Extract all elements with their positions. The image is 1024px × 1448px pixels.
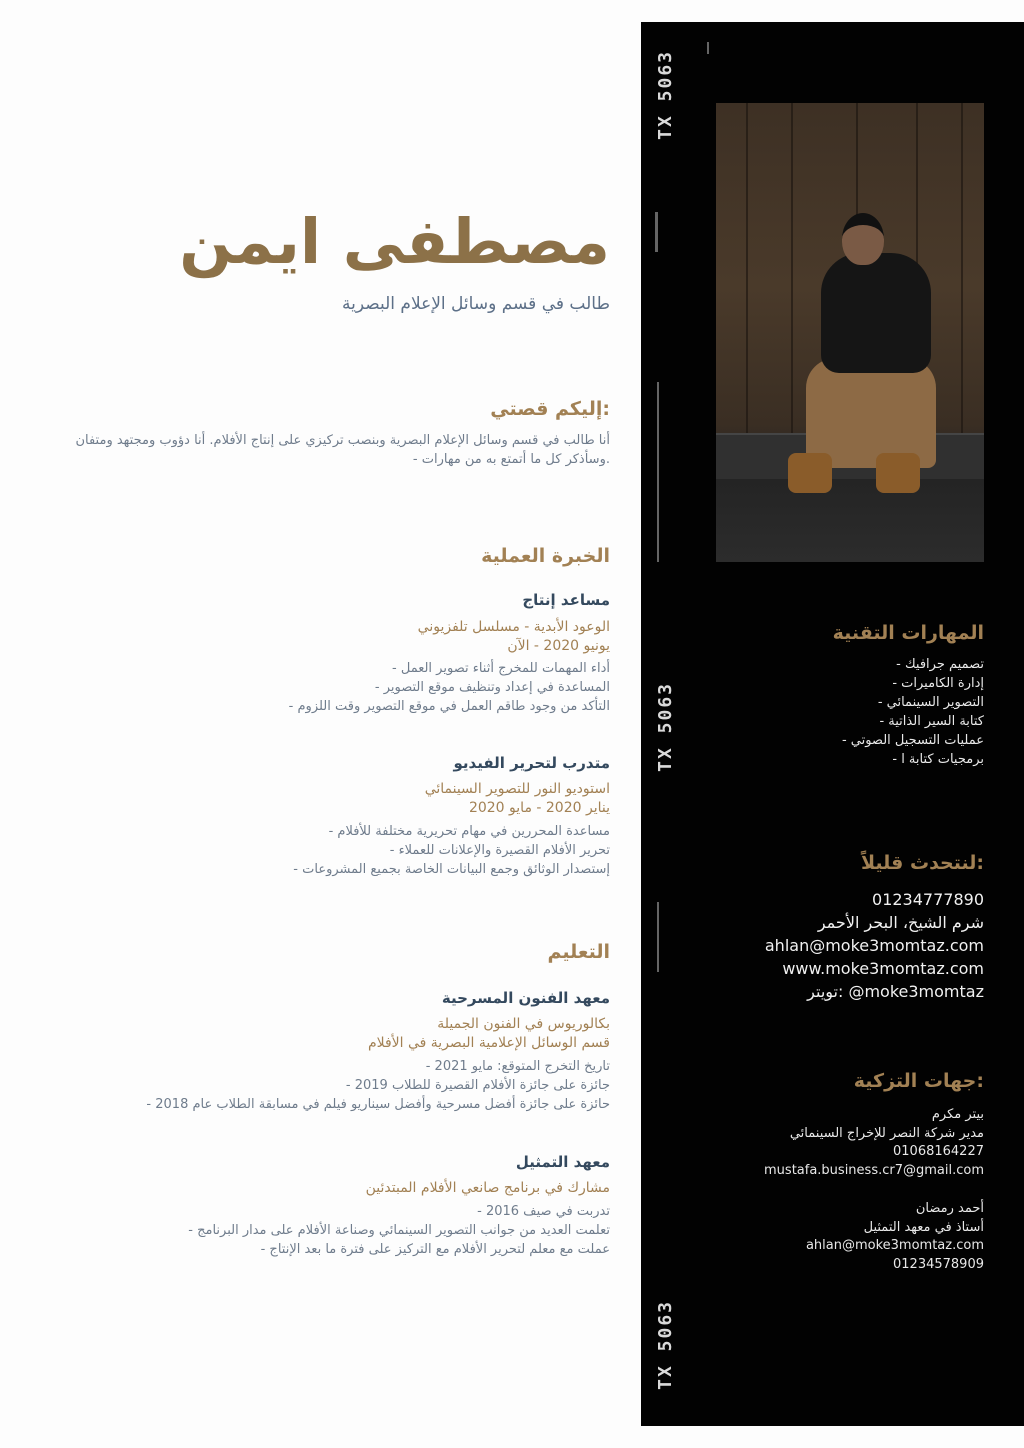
skill-item: - برمجيات كتابة ا: [892, 752, 984, 767]
film-code-label: TX 5063: [655, 682, 676, 772]
list-item: - عملت مع معلم لتحرير الأفلام مع التركيز على فترة ما بعد الإنتاج: [260, 1242, 610, 1257]
job-role: متدرب لتحرير الفيديو: [453, 754, 610, 772]
skill-item: - كتابة السير الذاتية: [879, 714, 984, 729]
skills-title: المهارات التقنية: [832, 622, 984, 644]
list-item: - تدربت في صيف 2016: [477, 1204, 610, 1219]
film-scratch: [655, 212, 658, 252]
reference-2: [806, 1200, 984, 1274]
sidebar-film-strip: [641, 22, 1024, 1426]
degree-line: مشارك في برنامج صانعي الأفلام المبتدئين: [365, 1180, 610, 1196]
skills-list: [842, 655, 984, 769]
about-line: - وسأذكر كل ما أتمتع به من مهارات.: [412, 452, 610, 467]
school-bullets: [146, 1057, 610, 1114]
list-item: - تعلمت العديد من جوانب التصوير السينمائي وصناعة الأفلام على مدار البرنامج: [188, 1223, 610, 1238]
about-line: أنا طالب في قسم وسائل الإعلام البصرية وبنصب تركيزي على إنتاج الأفلام. أنا دؤوب ومجتهد ومتفان: [75, 433, 610, 448]
school-bullets: [188, 1202, 610, 1259]
contact-block: [765, 888, 984, 1003]
reference-name: بيتر مكرم: [931, 1107, 984, 1122]
job-meta: [425, 780, 610, 818]
job-dates: يونيو 2020 - الآن: [507, 638, 610, 654]
references-title: جهات التزكية:: [853, 1070, 984, 1092]
school-degree: [368, 1015, 610, 1053]
skill-item: - التصوير السينمائي: [877, 695, 984, 710]
list-item: - التأكد من وجود طاقم العمل في موقع التصوير وقت اللزوم: [288, 699, 610, 714]
experience-title: الخبرة العملية: [481, 545, 610, 567]
job-role: مساعد إنتاج: [522, 591, 610, 609]
list-item: - مساعدة المحررين في مهام تحريرية مختلفة للأفلام: [328, 824, 610, 839]
reference-1: [764, 1106, 984, 1180]
film-scratch: [657, 902, 659, 972]
job-bullets: [289, 659, 610, 716]
reference-phone[interactable]: 01234578909: [893, 1256, 984, 1272]
reference-phone[interactable]: 01068164227: [893, 1144, 984, 1159]
degree-line: بكالوريوس في الفنون الجميلة: [437, 1016, 610, 1032]
contact-phone[interactable]: 01234777890: [872, 890, 984, 909]
skill-item: - عمليات التسجيل الصوتي: [841, 733, 984, 748]
list-item: - تحرير الأفلام القصيرة والإعلانات للعملاء: [389, 843, 610, 858]
about-text: [50, 431, 610, 469]
list-item: - إستصدار الوثائق وجمع البيانات الخاصة بجميع المشروعات: [293, 862, 610, 877]
contact-website[interactable]: www.moke3momtaz.com: [782, 959, 984, 978]
school-degree: [366, 1179, 610, 1198]
profile-photo: [716, 103, 984, 562]
job-place: استوديو النور للتصوير السينمائي: [424, 781, 610, 797]
film-scratch: [657, 382, 659, 562]
skill-item: - تصميم جرافيك: [896, 657, 984, 672]
skill-item: - إدارة الكاميرات: [892, 676, 984, 691]
school-name: معهد الفنون المسرحية: [441, 989, 610, 1007]
film-scratch: [707, 42, 709, 54]
reference-email[interactable]: ahlan@moke3momtaz.com: [805, 1238, 984, 1253]
list-item: - المساعدة في إعداد وتنظيف موقع التصوير: [374, 680, 610, 695]
list-item: - تاريخ التخرج المتوقع: مايو 2021: [425, 1059, 610, 1074]
contact-email[interactable]: ahlan@moke3momtaz.com: [764, 936, 984, 955]
reference-name: أحمد رمضان: [915, 1201, 984, 1216]
degree-line: قسم الوسائل الإعلامية البصرية في الأفلام: [367, 1035, 610, 1051]
contact-twitter[interactable]: تويتر: @moke3momtaz: [807, 982, 984, 1001]
list-item: - جائزة على جائزة الأفلام القصيرة للطلاب 2019: [345, 1078, 610, 1093]
film-code-label: TX 5063: [655, 50, 676, 140]
reference-email[interactable]: mustafa.business.cr7@gmail.com: [764, 1162, 984, 1178]
contact-title: لنتحدث قليلاً:: [860, 852, 984, 874]
list-item: - حائزة على جائزة أفضل مسرحية وأفضل سيناريو فيلم في مسابقة الطلاب عام 2018: [146, 1097, 610, 1112]
contact-address: شرم الشيخ، البحر الأحمر: [817, 913, 984, 932]
job-dates: يناير 2020 - مايو 2020: [468, 800, 610, 816]
page-subtitle: طالب في قسم وسائل الإعلام البصرية: [342, 294, 610, 314]
page-title: مصطفى ايمن: [179, 205, 610, 278]
reference-position: أستاذ في معهد التمثيل: [863, 1219, 984, 1235]
list-item: - أداء المهمات للمخرج أثناء تصوير العمل: [392, 661, 610, 676]
job-bullets: [293, 822, 610, 879]
reference-position: مدير شركة النصر للإخراج السينمائي: [789, 1125, 984, 1141]
school-name: معهد التمثيل: [515, 1153, 610, 1171]
job-meta: [418, 618, 610, 656]
job-place: الوعود الأبدية - مسلسل تلفزيوني: [417, 619, 610, 635]
education-title: التعليم: [547, 941, 610, 963]
film-code-label: TX 5063: [655, 1300, 676, 1390]
about-title: إليكم قصتي:: [490, 398, 610, 420]
